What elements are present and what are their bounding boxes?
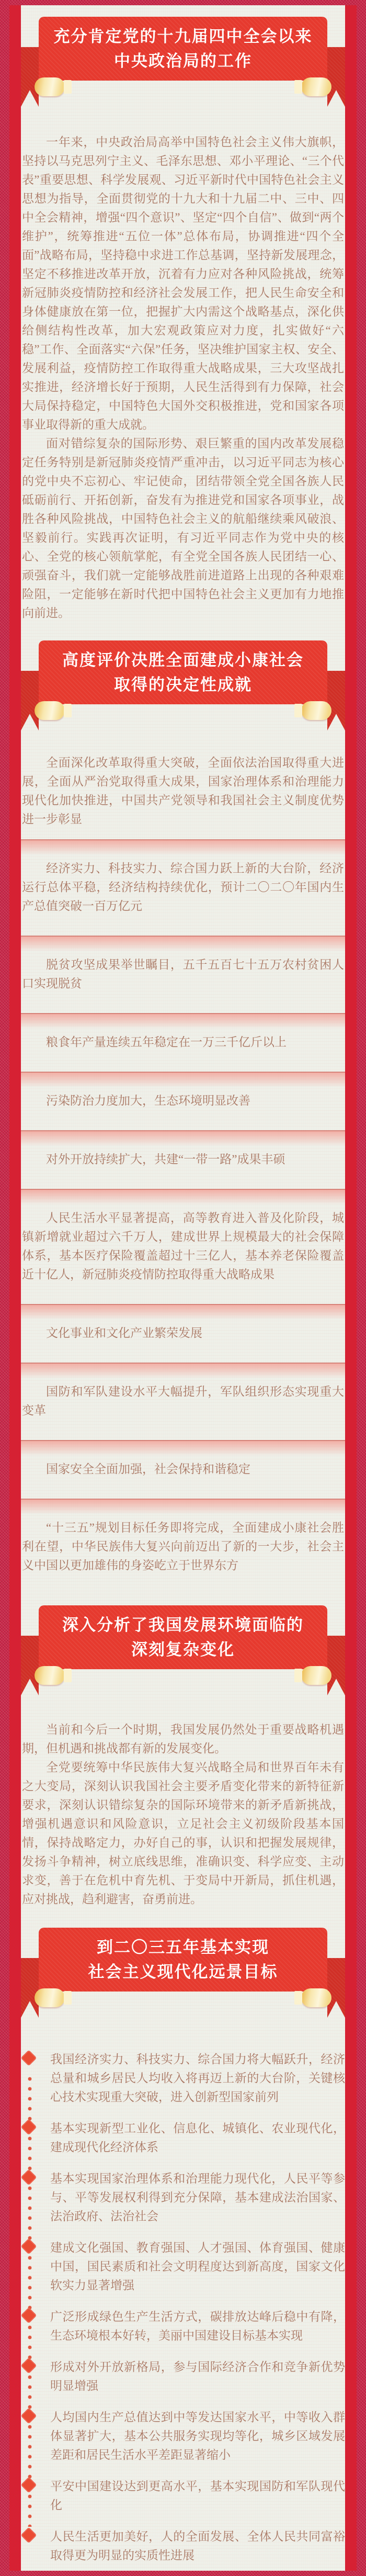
goal-item xyxy=(21,2308,345,2345)
card-text: 人民生活水平显著提高，高等教育进入普及化阶段，城镇新增就业超过六千万人，建成世界上规模最大的社会保障体系，基本医疗保险覆盖超过十三亿人，基本养老保险覆盖近十亿人，新冠肺炎疫情防控取得重大战略成果 xyxy=(22,1211,344,1281)
ribbon-tail-left-icon xyxy=(21,671,39,730)
gold-scroll-left-icon xyxy=(35,1988,65,2007)
goal-item xyxy=(21,2169,345,2226)
diamond-bullet-icon xyxy=(20,2169,37,2185)
goal-item xyxy=(21,2050,345,2107)
section4-title-line2: 社会主义现代化远景目标 xyxy=(88,1963,278,1981)
achievement-card xyxy=(21,936,345,1003)
ribbon-body xyxy=(39,640,327,704)
section2-banner-ribbon xyxy=(21,640,345,730)
achievement-card xyxy=(21,1189,345,1293)
achievement-card xyxy=(21,1304,345,1352)
goal-text: 人均国内生产总值达到中等发达国家水平，中等收入群体显著扩大，基本公共服务实现均等化，城乡区域发展差距和居民生活水平差距显著缩小 xyxy=(50,2411,345,2461)
achievement-card xyxy=(21,1013,345,1061)
goal-item xyxy=(21,2408,345,2465)
card-text: 粮食年产量连续五年稳定在一万三千亿斤以上 xyxy=(46,1036,287,1049)
card-top-gradient xyxy=(21,839,345,855)
card-text: 文化事业和文化产业繁荣发展 xyxy=(46,1326,202,1340)
infographic-page xyxy=(0,5,366,2576)
goal-text: 广泛形成绿色生产生活方式，碳排放达峰后稳中有降，生态环境根本好转，美丽中国建设目标基本实现 xyxy=(50,2310,345,2342)
goal-item xyxy=(21,2119,345,2157)
diamond-bullet-icon xyxy=(20,2477,37,2493)
achievement-card xyxy=(21,839,345,925)
gold-scroll-right-icon xyxy=(301,701,331,720)
section3-title-line2: 深刻复杂变化 xyxy=(131,1640,235,1659)
gold-scroll-left-icon xyxy=(35,77,65,96)
achievement-card xyxy=(21,1499,345,1584)
goal-text: 建成文化强国、教育强国、人才强国、体育强国、健康中国，国民素质和社会文明程度达到新高度，国家文化软实力显著增强 xyxy=(50,2241,345,2292)
paragraph: 全面深化改革取得重大突破，全面依法治国取得重大进展，全面从严治党取得重大成果，国家治理体系和治理能力现代化加快推进，中国共产党领导和我国社会主义制度优势进一步彰显 xyxy=(22,756,344,826)
achievement-card xyxy=(21,1440,345,1488)
section1-title-line2: 中央政治局的工作 xyxy=(114,52,252,70)
card-top-gradient xyxy=(21,1304,345,1320)
section1-title-line1: 充分肯定党的十九届四中全会以来 xyxy=(53,27,313,46)
goal-item xyxy=(21,2358,345,2395)
card-top-gradient xyxy=(21,936,345,951)
card-top-gradient xyxy=(21,1013,345,1029)
ribbon-tail-right-icon xyxy=(327,671,345,730)
content-frame xyxy=(9,5,357,2571)
diamond-bullet-icon xyxy=(20,2050,37,2066)
gold-scroll-left-icon xyxy=(35,701,65,720)
goal-text: 基本实现新型工业化、信息化、城镇化、农业现代化，建成现代化经济体系 xyxy=(50,2122,345,2154)
card-text: 脱贫攻坚成果举世瞩目，五千五百七十五万农村贫困人口实现脱贫 xyxy=(22,958,344,990)
section4-title-line1: 到二〇三五年基本实现 xyxy=(97,1938,269,1956)
ribbon-body xyxy=(39,1605,327,1669)
achievement-card xyxy=(21,1130,345,1178)
achievement-card xyxy=(21,1363,345,1430)
diamond-bullet-icon xyxy=(20,2527,37,2543)
goal-item xyxy=(21,2238,345,2295)
paragraph: 面对错综复杂的国际形势、艰巨繁重的国内改革发展稳定任务特别是新冠肺炎疫情严重冲击，以习近平同志为核心的党中央不忘初心、牢记使命，团结带领全党全国各族人民砥砺前行、开拓创新，奋发有为推进党和国家各项事业，战胜各种风险挑战，中国特色社会主义的航船继续乘风破浪、坚毅前行。实践再次证明，有习近平同志作为党中央的核心、全党的核心领航掌舵，有全党全国各族人民团结一心、顽强奋斗，我们就一定能够战胜前进道路上出现的各种艰难险阻，一定能够在新时代把中国特色社会主义更加有力地推向前进。 xyxy=(22,437,344,620)
card-text: “十三五”规划目标任务即将完成，全面建成小康社会胜利在望，中华民族伟大复兴向前迈出了新的一大步，社会主义中国以更加雄伟的身姿屹立于世界东方 xyxy=(22,1521,344,1572)
diamond-bullet-icon xyxy=(20,2119,37,2135)
ribbon-tail-right-icon xyxy=(327,47,345,107)
gold-scroll-right-icon xyxy=(301,1988,331,2007)
ribbon-tail-right-icon xyxy=(327,1636,345,1695)
goal-item xyxy=(21,2477,345,2515)
gold-scroll-left-icon xyxy=(35,1666,65,1685)
goal-list xyxy=(21,2050,345,2571)
card-text: 国家安全全面加强，社会保持和谐稳定 xyxy=(46,1463,250,1476)
ribbon-tail-left-icon xyxy=(21,1958,39,2018)
diamond-bullet-icon xyxy=(20,2357,37,2373)
section2-title-line1: 高度评价决胜全面建成小康社会 xyxy=(62,651,304,669)
section2-title-line2: 取得的决定性成就 xyxy=(114,676,252,694)
section1-banner-ribbon xyxy=(21,17,345,107)
achievement-card xyxy=(21,1072,345,1120)
card-text: 污染防治力度加大，生态环境明显改善 xyxy=(46,1094,250,1107)
section3-title-line1: 深入分析了我国发展环境面临的 xyxy=(62,1616,304,1634)
goal-text: 形成对外开放新格局，参与国际经济合作和竞争新优势明显增强 xyxy=(50,2360,345,2392)
card-top-gradient xyxy=(21,1072,345,1087)
card-top-gradient xyxy=(21,1499,345,1514)
card-text: 对外开放持续扩大，共建“一带一路”成果丰硕 xyxy=(46,1153,285,1166)
diamond-bullet-icon xyxy=(20,2238,37,2254)
paragraph: 当前和今后一个时期，我国发展仍然处于重要战略机遇期，但机遇和挑战都有新的发展变化。 xyxy=(22,1723,344,1755)
ribbon-body xyxy=(39,1928,327,1992)
diamond-bullet-icon xyxy=(20,2408,37,2424)
card-top-gradient xyxy=(21,1130,345,1146)
ribbon-tail-right-icon xyxy=(327,1958,345,2018)
card-top-gradient xyxy=(21,1189,345,1205)
diamond-bullet-icon xyxy=(20,2307,37,2323)
card-top-gradient xyxy=(21,1363,345,1378)
section3-banner-ribbon xyxy=(21,1605,345,1695)
goal-text: 人民生活更加美好，人的全面发展、全体人民共同富裕取得更为明显的实质性进展 xyxy=(50,2530,345,2562)
card-text: 经济实力、科技实力、综合国力跃上新的大台阶，经济运行总体平稳，经济结构持续优化，预计二〇二〇年国内生产总值突破一百万亿元 xyxy=(22,862,344,913)
goal-text: 平安中国建设达到更高水平，基本实现国防和军队现代化 xyxy=(50,2480,345,2512)
ribbon-body xyxy=(39,17,327,81)
ribbon-tail-left-icon xyxy=(21,47,39,107)
goal-item xyxy=(21,2527,345,2565)
goal-text: 我国经济实力、科技实力、综合国力将大幅跃升，经济总量和城乡居民人均收入将再迈上新的大台阶，关键核心技术实现重大突破，进入创新型国家前列 xyxy=(50,2053,345,2103)
paragraph: 一年来，中央政治局高举中国特色社会主义伟大旗帜，坚持以马克思列宁主义、毛泽东思想、邓小平理论、“三个代表”重要思想、科学发展观、习近平新时代中国特色社会主义思想为指导，全面贯彻党的十九大和十九届二中、三中、四中全会精神，增强“四个意识”、坚定“四个自信”、做到“两个维护”，统筹推进“五位一体”总体布局，协调推进“四个全面”战略布局，坚持稳中求进工作总基调，坚持新发展理念，坚定不移推进改革开放，沉着有力应对各种风险挑战，统筹新冠肺炎疫情防控和经济社会发展工作，把人民生命安全和身体健康放在第一位，把握扩大内需这个战略基点，深化供给侧结构性改革，加大宏观政策应对力度，扎实做好“六稳”工作、全面落实“六保”任务，坚决维护国家主权、安全、发展利益，疫情防控工作取得重大战略成果，三大攻坚战扎实推进，经济增长好于预期，人民生活得到有力保障，社会大局保持稳定，中国特色大国外交积极推进，党和国家各项事业取得新的重大成就。 xyxy=(22,136,344,431)
card-text: 国防和军队建设水平大幅提升，军队组织形态实现重大变革 xyxy=(22,1385,344,1417)
ribbon-tail-left-icon xyxy=(21,1636,39,1695)
goal-text: 基本实现国家治理体系和治理能力现代化，人民平等参与、平等发展权利得到充分保障，基本建成法治国家、法治政府、法治社会 xyxy=(50,2172,345,2223)
gold-scroll-right-icon xyxy=(301,77,331,96)
card-top-gradient xyxy=(21,1440,345,1456)
gold-scroll-right-icon xyxy=(301,1666,331,1685)
section4-banner-ribbon xyxy=(21,1928,345,2018)
paragraph: 全党要统筹中华民族伟大复兴战略全局和世界百年未有之大变局，深刻认识我国社会主要矛盾变化带来的新特征新要求，深刻认识错综复杂的国际环境带来的新矛盾新挑战，增强机遇意识和风险意识，立足社会主义初级阶段基本国情，保持战略定力，办好自己的事，认识和把握发展规律，发扬斗争精神，树立底线思维，准确识变、科学应变、主动求变，善于在危机中育先机、于变局中开新局，抓住机遇，应对挑战，趋利避害，奋勇前进。 xyxy=(22,1761,344,1906)
